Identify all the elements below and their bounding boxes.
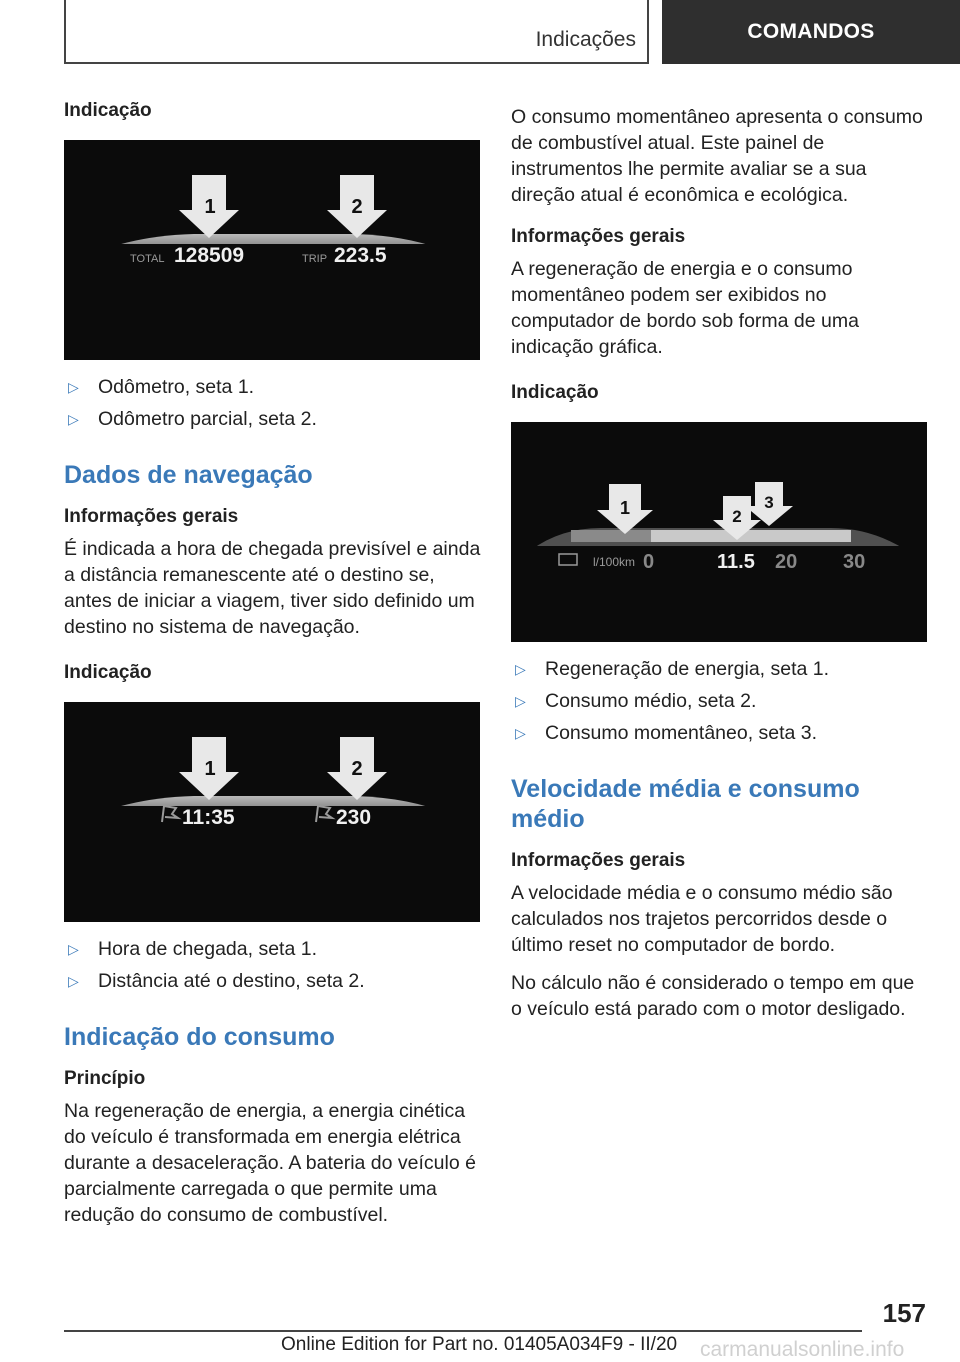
- arrow-2-label: 2: [732, 507, 742, 526]
- list-item: ▷ Consumo médio, seta 2.: [511, 688, 929, 714]
- arrow-1-label: 1: [204, 196, 216, 218]
- section-title-navigation: Dados de navegação: [64, 461, 313, 489]
- consumption-display-svg: [511, 422, 927, 642]
- header-section-title: Indicações: [535, 28, 636, 51]
- list-item: ▷ Regeneração de energia, seta 1.: [511, 656, 929, 682]
- average-speed-paragraph-1: A velocidade média e o consumo médio são calculados nos trajetos percorridos desde o último reset no computador de bordo.: [511, 882, 893, 956]
- average-speed-paragraph-2: No cálculo não é considerado o tempo em que o veículo está parado com o motor desligado.: [511, 972, 915, 1020]
- arrow-1-label: 1: [619, 498, 631, 518]
- odometer-figure: [64, 140, 480, 360]
- scale-20: 20: [775, 551, 798, 573]
- list-item: ▷ Distância até o destino, seta 2.: [64, 968, 482, 994]
- page-number: 157: [882, 1298, 926, 1328]
- odometer-display-svg: [64, 140, 480, 360]
- triangle-bullet-icon: ▷: [68, 941, 79, 957]
- left-column: [64, 100, 482, 1240]
- list-item: ▷ Odômetro parcial, seta 2.: [64, 406, 482, 432]
- edition-text: Online Edition for Part no. 01405A034F9 - II/20: [281, 1334, 678, 1355]
- trip-label: TRIP: [302, 253, 328, 265]
- section-title-consumption: Indicação do consumo: [64, 1023, 335, 1051]
- triangle-bullet-icon: ▷: [515, 661, 526, 677]
- list-item: ▷ Odômetro, seta 1.: [64, 374, 482, 400]
- watermark: carmanualsonline.info: [700, 1338, 905, 1361]
- total-label: TOTAL: [130, 253, 165, 265]
- average-speed-subheading: Informações gerais: [511, 850, 686, 871]
- header-chapter-tab: COMANDOS: [662, 0, 960, 64]
- unit-label: l/100km: [593, 555, 636, 569]
- triangle-bullet-icon: ▷: [68, 379, 79, 395]
- triangle-bullet-icon: ▷: [68, 973, 79, 989]
- scale-0: 0: [643, 551, 655, 573]
- average-value: 11.5: [717, 551, 755, 573]
- scale-30: 30: [843, 551, 866, 573]
- total-value: 128509: [174, 244, 245, 267]
- triangle-bullet-icon: ▷: [515, 725, 526, 741]
- distance-value: 230: [336, 806, 372, 829]
- arrow-3-label: 3: [764, 493, 774, 512]
- consumption-figure: [511, 422, 927, 642]
- nav-subheading: Informações gerais: [64, 506, 239, 527]
- trip-value: 223.5: [334, 244, 387, 267]
- list-item: ▷ Consumo momentâneo, seta 3.: [511, 720, 929, 746]
- intro-paragraph: O consumo momentâneo apresenta o consumo de combustível atual. Este painel de instrumentos lhe permite avaliar se a sua direção atual é econômica e ecológica.: [511, 106, 923, 206]
- footer-rule: [64, 1330, 862, 1332]
- arrow-1-label: 1: [204, 758, 216, 780]
- arrow-2-label: 2: [351, 196, 363, 218]
- consumption-subheading: Princípio: [64, 1068, 146, 1089]
- triangle-bullet-icon: ▷: [68, 411, 79, 427]
- right-column: [511, 104, 929, 1034]
- consumption-bullets: [511, 656, 929, 746]
- odometer-bullets: [64, 374, 482, 432]
- regeneration-paragraph: A regeneração de energia e o consumo momentâneo podem ser exibidos no computador de bordo sob forma de uma indicação gráfica.: [511, 258, 859, 358]
- indicacao-heading-1: Indicação: [64, 100, 152, 121]
- navigation-bullets: [64, 936, 482, 994]
- arrow-2-label: 2: [351, 758, 363, 780]
- consumption-scale: [651, 530, 851, 542]
- list-item: ▷ Hora de chegada, seta 1.: [64, 936, 482, 962]
- regeneration-scale: [571, 530, 651, 542]
- general-info-subheading: Informações gerais: [511, 226, 686, 247]
- navigation-display-svg: [64, 702, 480, 922]
- nav-paragraph: É indicada a hora de chegada previsível e ainda a distância remanescente até o destino se, antes de iniciar a viagem, tiver sido definido um destino no sistema de navegação.: [64, 538, 481, 638]
- navigation-figure: [64, 702, 480, 922]
- section-title-average-speed: Velocidade média e consumo médio: [511, 775, 860, 833]
- consumption-paragraph: Na regeneração de energia, a energia cinética do veículo é transformada em energia elétrica durante a desaceleração. A bateria do veículo é parcialmente carregada o que permite uma redução do consumo de combustível.: [64, 1100, 476, 1226]
- indicacao-heading-2: Indicação: [64, 662, 152, 683]
- indicacao-heading-3: Indicação: [511, 382, 599, 403]
- arrival-time-value: 11:35: [182, 806, 235, 829]
- triangle-bullet-icon: ▷: [515, 693, 526, 709]
